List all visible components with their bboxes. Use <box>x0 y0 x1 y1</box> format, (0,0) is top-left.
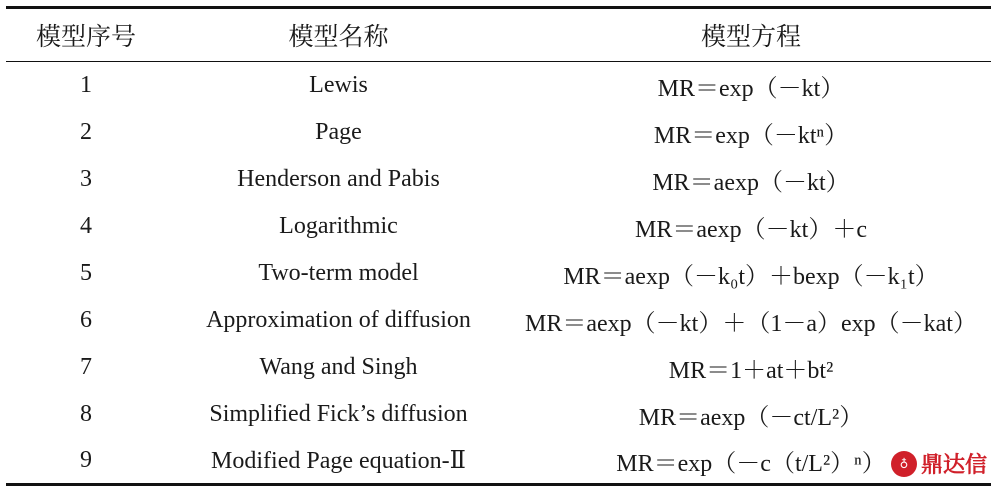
model-name: Logarithmic <box>279 212 398 239</box>
model-number: 7 <box>80 353 92 380</box>
model-number: 9 <box>6 438 166 485</box>
model-number: 6 <box>80 306 92 333</box>
model-name: Page <box>315 118 362 145</box>
model-equation: MR＝exp（－c（t/L²）ⁿ） <box>511 438 991 485</box>
model-name: Modified Page equation-Ⅱ <box>166 438 511 485</box>
watermark-text: 鼎达信 <box>920 453 987 478</box>
table-row <box>6 250 991 297</box>
header-model-number: 模型序号 <box>6 8 166 62</box>
model-number: 2 <box>80 118 92 145</box>
table-row <box>6 62 991 109</box>
table-row <box>6 109 991 156</box>
model-number: 3 <box>80 165 92 192</box>
model-equation: MR＝1＋at＋bt² <box>668 357 834 384</box>
model-name: Simplified Fick’s diffusion <box>209 400 468 427</box>
model-name: Lewis <box>309 71 368 98</box>
table-row <box>6 391 991 438</box>
model-equation: MR＝exp（－kt） <box>657 75 845 102</box>
dingdaxin-logo-icon: ♁ <box>891 451 917 477</box>
header-model-equation: 模型方程 <box>511 8 991 62</box>
model-name: Wang and Singh <box>259 353 418 380</box>
model-name: Two-term model <box>258 259 419 286</box>
model-number: 4 <box>80 212 92 239</box>
table-row <box>6 344 991 391</box>
table-header-row <box>6 8 991 62</box>
table-row <box>6 156 991 203</box>
table-row <box>6 203 991 250</box>
model-number: 8 <box>80 400 92 427</box>
model-equation: MR＝aexp（－ct/L²） <box>638 404 864 431</box>
model-equation: MR＝aexp（－kt）＋（1－a）exp（－kat） <box>525 310 977 337</box>
watermark <box>891 448 987 479</box>
model-name: Henderson and Pabis <box>237 165 440 192</box>
table-row <box>6 438 991 485</box>
model-equation: MR＝aexp（－kt）＋c <box>635 216 867 243</box>
model-table-container <box>6 6 991 486</box>
drying-models-table <box>6 6 991 486</box>
model-equation: MR＝exp（－ktⁿ） <box>653 122 849 149</box>
header-model-name: 模型名称 <box>166 8 511 62</box>
model-equation: MR＝aexp（－k₀t）＋bexp（－k₁t） <box>563 263 939 290</box>
model-equation: MR＝aexp（－kt） <box>652 169 850 196</box>
model-name: Approximation of diffusion <box>206 306 471 333</box>
table-row <box>6 297 991 344</box>
model-number: 1 <box>80 71 92 98</box>
model-number: 5 <box>80 259 92 286</box>
